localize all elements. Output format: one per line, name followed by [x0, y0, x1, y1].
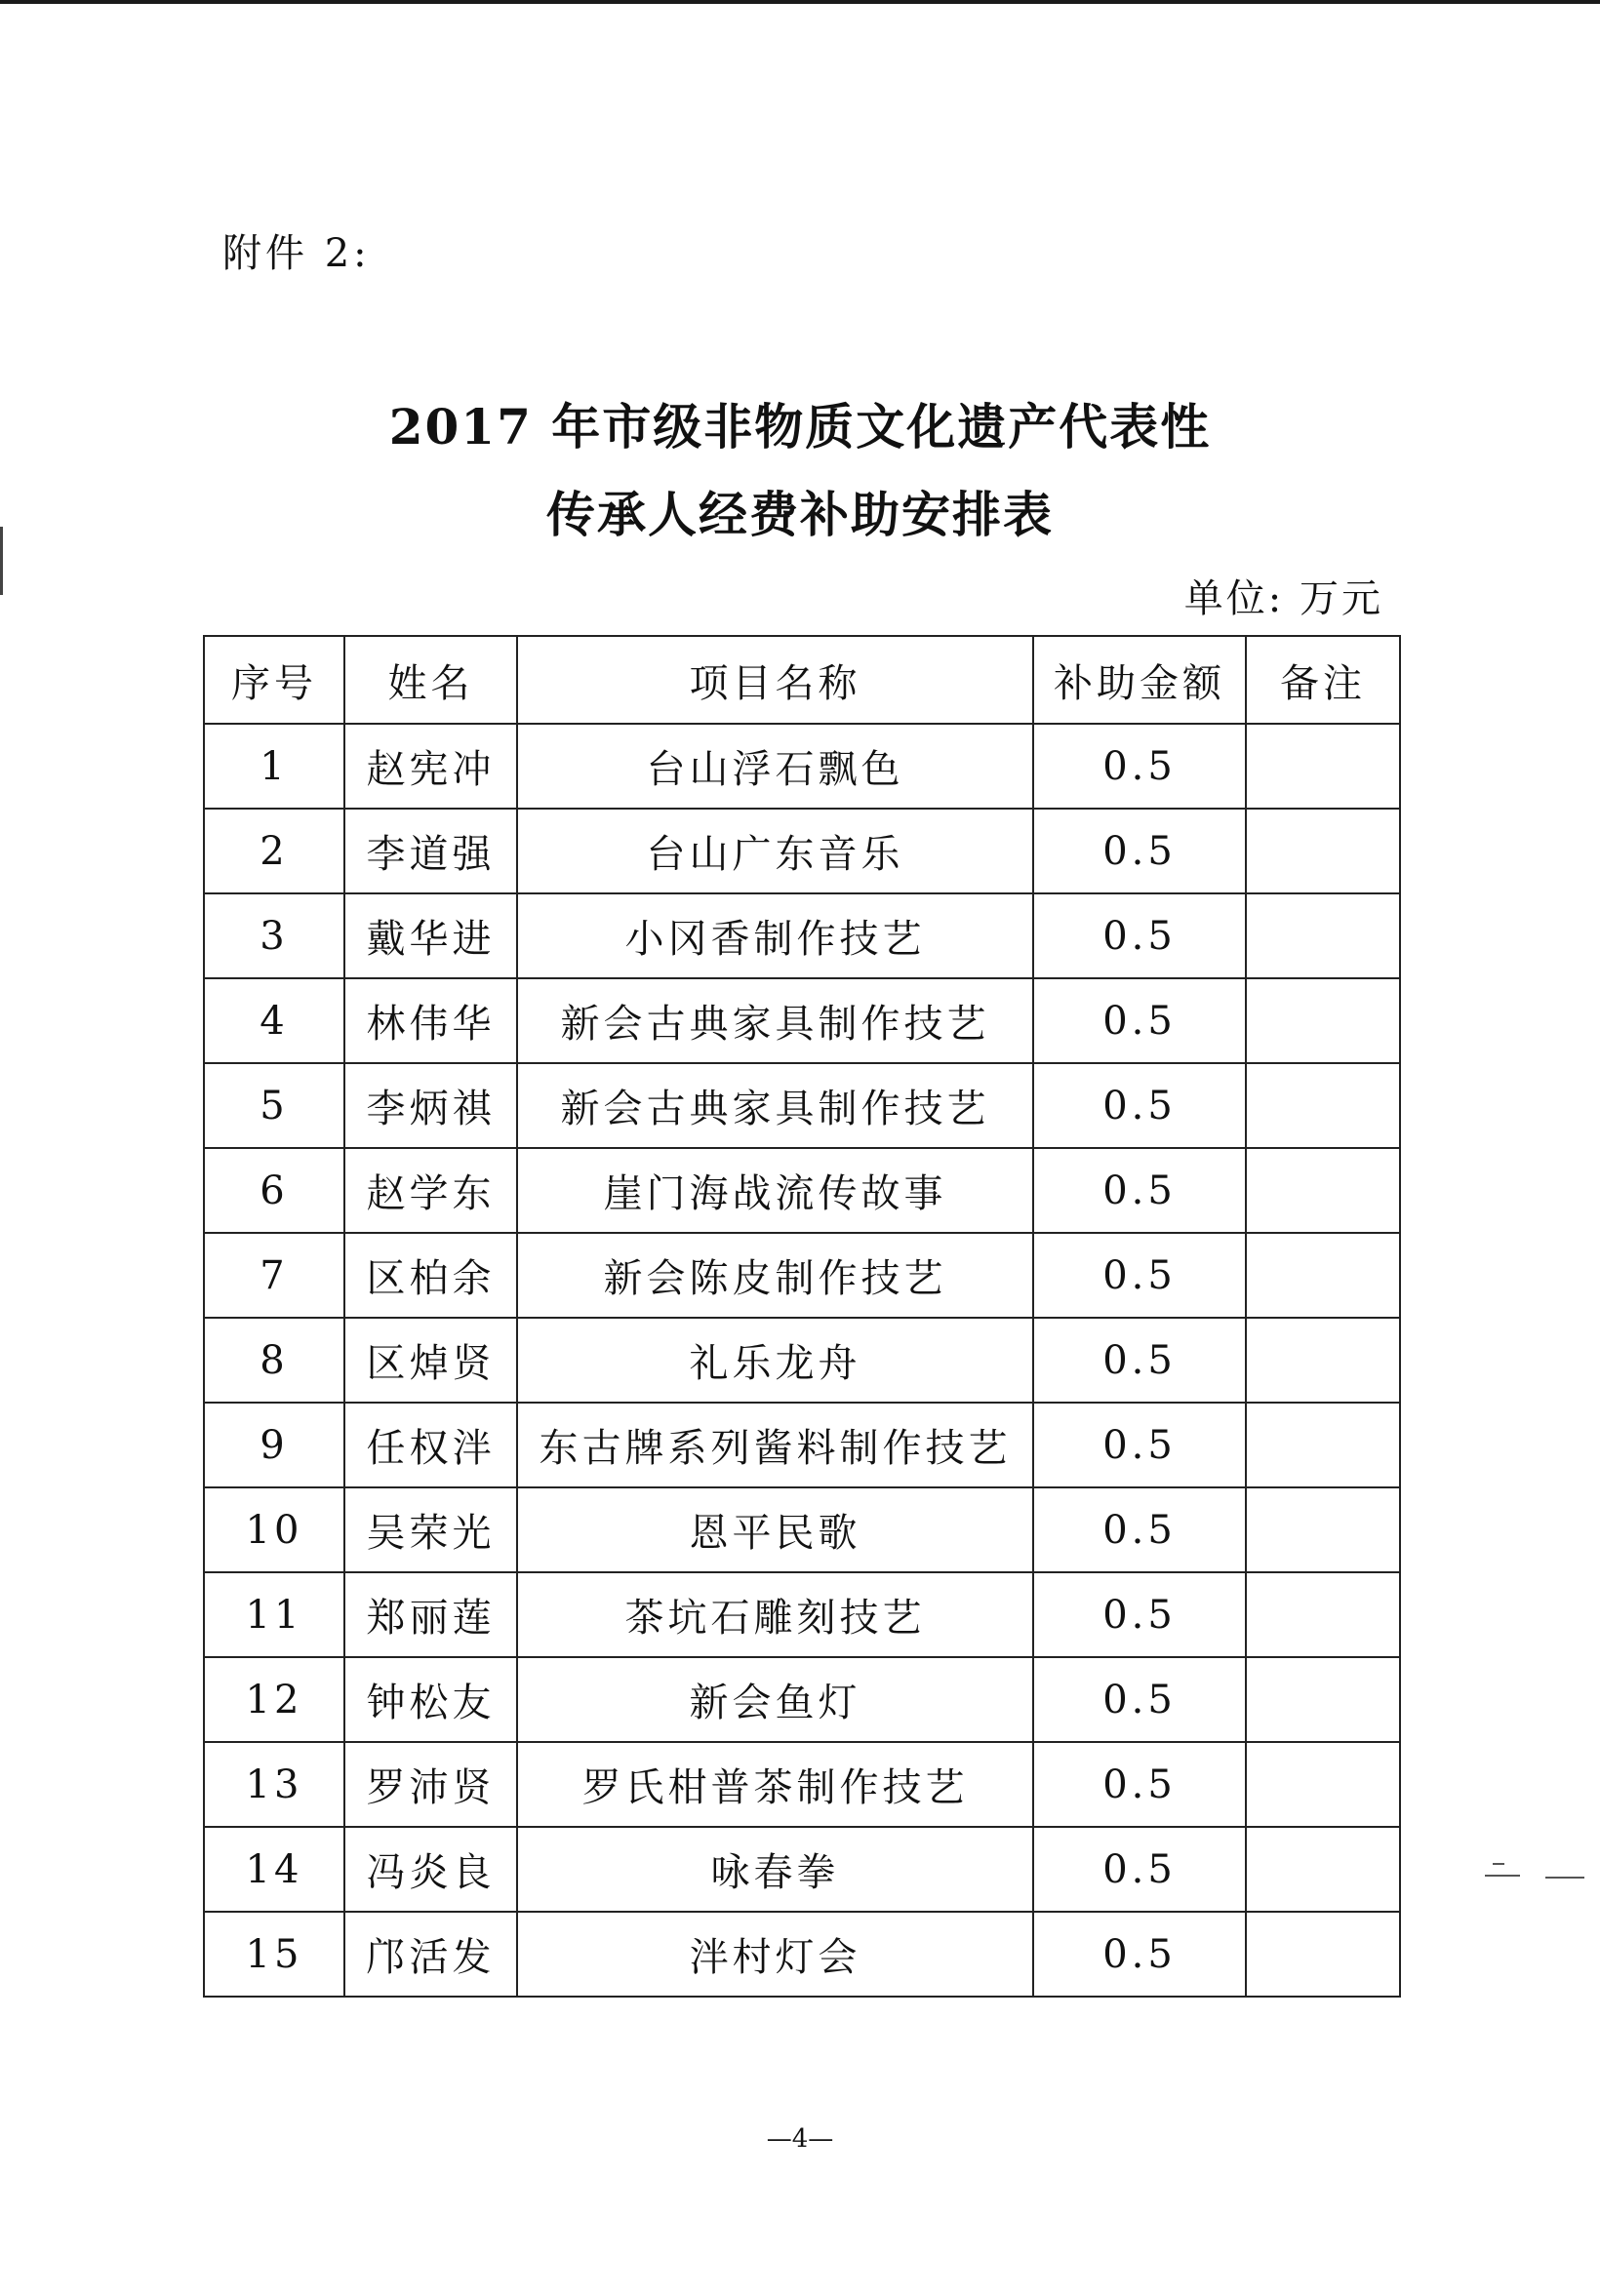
table-body — [204, 724, 1400, 1997]
cell-remarks — [1246, 1742, 1400, 1827]
table-row — [204, 1657, 1400, 1742]
page-number: —4— — [766, 2124, 834, 2154]
header-project-name: 项目名称 — [517, 636, 1033, 724]
cell-serial-number: 7 — [204, 1233, 344, 1318]
cell-name: 李道强 — [344, 809, 517, 893]
cell-remarks — [1246, 1572, 1400, 1657]
cell-subsidy-amount: 0.5 — [1033, 1318, 1246, 1403]
cell-name: 区柏余 — [344, 1233, 517, 1318]
cell-serial-number: 14 — [204, 1827, 344, 1912]
cell-remarks — [1246, 1318, 1400, 1403]
table-row — [204, 1233, 1400, 1318]
cell-serial-number: 10 — [204, 1487, 344, 1572]
cell-serial-number: 11 — [204, 1572, 344, 1657]
cell-project-name: 新会古典家具制作技艺 — [517, 978, 1033, 1063]
cell-name: 冯炎良 — [344, 1827, 517, 1912]
subsidy-table — [203, 635, 1401, 1998]
table-row — [204, 1827, 1400, 1912]
scan-top-border — [0, 0, 1600, 4]
table-row — [204, 1403, 1400, 1487]
cell-name: 戴华进 — [344, 893, 517, 978]
cell-remarks — [1246, 1657, 1400, 1742]
cell-subsidy-amount: 0.5 — [1033, 978, 1246, 1063]
cell-name: 李炳祺 — [344, 1063, 517, 1148]
cell-project-name: 崖门海战流传故事 — [517, 1148, 1033, 1233]
document-title-line-1: 2017 年市级非物质文化遗产代表性 — [388, 398, 1212, 455]
cell-name: 邝活发 — [344, 1912, 517, 1997]
cell-project-name: 咏春拳 — [517, 1827, 1033, 1912]
cell-serial-number: 13 — [204, 1742, 344, 1827]
attachment-label: 附件 2: — [222, 231, 371, 276]
cell-name: 郑丽莲 — [344, 1572, 517, 1657]
cell-project-name: 东古牌系列酱料制作技艺 — [517, 1403, 1033, 1487]
cell-name: 吴荣光 — [344, 1487, 517, 1572]
cell-project-name: 茶坑石雕刻技艺 — [517, 1572, 1033, 1657]
document-title-line-2: 传承人经费补助安排表 — [546, 486, 1054, 543]
cell-remarks — [1246, 1233, 1400, 1318]
cell-subsidy-amount: 0.5 — [1033, 1657, 1246, 1742]
cell-project-name: 台山广东音乐 — [517, 809, 1033, 893]
cell-subsidy-amount: 0.5 — [1033, 1487, 1246, 1572]
cell-subsidy-amount: 0.5 — [1033, 1233, 1246, 1318]
cell-name: 赵学东 — [344, 1148, 517, 1233]
cell-remarks — [1246, 1063, 1400, 1148]
cell-remarks — [1246, 1403, 1400, 1487]
table-row — [204, 1487, 1400, 1572]
table-row — [204, 978, 1400, 1063]
cell-subsidy-amount: 0.5 — [1033, 893, 1246, 978]
cell-remarks — [1246, 809, 1400, 893]
cell-serial-number: 12 — [204, 1657, 344, 1742]
cell-subsidy-amount: 0.5 — [1033, 1742, 1246, 1827]
table-header-row — [204, 636, 1400, 724]
cell-remarks — [1246, 1148, 1400, 1233]
table-row — [204, 724, 1400, 809]
cell-subsidy-amount: 0.5 — [1033, 1572, 1246, 1657]
cell-project-name: 泮村灯会 — [517, 1912, 1033, 1997]
cell-remarks — [1246, 893, 1400, 978]
cell-serial-number: 5 — [204, 1063, 344, 1148]
header-remarks: 备注 — [1246, 636, 1400, 724]
cell-subsidy-amount: 0.5 — [1033, 1063, 1246, 1148]
cell-name: 林伟华 — [344, 978, 517, 1063]
cell-subsidy-amount: 0.5 — [1033, 809, 1246, 893]
cell-serial-number: 8 — [204, 1318, 344, 1403]
cell-subsidy-amount: 0.5 — [1033, 1912, 1246, 1997]
cell-project-name: 恩平民歌 — [517, 1487, 1033, 1572]
cell-serial-number: 1 — [204, 724, 344, 809]
cell-project-name: 台山浮石飘色 — [517, 724, 1033, 809]
unit-label: 单位: 万元 — [1183, 576, 1383, 621]
cell-project-name: 新会鱼灯 — [517, 1657, 1033, 1742]
cell-project-name: 新会陈皮制作技艺 — [517, 1233, 1033, 1318]
cell-serial-number: 15 — [204, 1912, 344, 1997]
cell-subsidy-amount: 0.5 — [1033, 1827, 1246, 1912]
header-name: 姓名 — [344, 636, 517, 724]
cell-serial-number: 2 — [204, 809, 344, 893]
cell-name: 区焯贤 — [344, 1318, 517, 1403]
header-serial-number: 序号 — [204, 636, 344, 724]
table-row — [204, 893, 1400, 978]
cell-subsidy-amount: 0.5 — [1033, 1403, 1246, 1487]
table-row — [204, 1742, 1400, 1827]
table-row — [204, 1148, 1400, 1233]
cell-remarks — [1246, 978, 1400, 1063]
cell-name: 罗沛贤 — [344, 1742, 517, 1827]
cell-serial-number: 4 — [204, 978, 344, 1063]
cell-subsidy-amount: 0.5 — [1033, 724, 1246, 809]
table-row — [204, 1572, 1400, 1657]
header-subsidy-amount: 补助金额 — [1033, 636, 1246, 724]
cell-project-name: 新会古典家具制作技艺 — [517, 1063, 1033, 1148]
cell-subsidy-amount: 0.5 — [1033, 1148, 1246, 1233]
cell-serial-number: 6 — [204, 1148, 344, 1233]
cell-remarks — [1246, 1487, 1400, 1572]
cell-name: 任权泮 — [344, 1403, 517, 1487]
cell-project-name: 罗氏柑普茶制作技艺 — [517, 1742, 1033, 1827]
table-row — [204, 1912, 1400, 1997]
scan-noise-marks — [1475, 1855, 1590, 1894]
cell-project-name: 小冈香制作技艺 — [517, 893, 1033, 978]
table-row — [204, 1318, 1400, 1403]
cell-serial-number: 9 — [204, 1403, 344, 1487]
cell-serial-number: 3 — [204, 893, 344, 978]
cell-project-name: 礼乐龙舟 — [517, 1318, 1033, 1403]
cell-remarks — [1246, 724, 1400, 809]
cell-remarks — [1246, 1912, 1400, 1997]
table-row — [204, 1063, 1400, 1148]
table-row — [204, 809, 1400, 893]
cell-name: 赵宪冲 — [344, 724, 517, 809]
cell-name: 钟松友 — [344, 1657, 517, 1742]
cell-remarks — [1246, 1827, 1400, 1912]
